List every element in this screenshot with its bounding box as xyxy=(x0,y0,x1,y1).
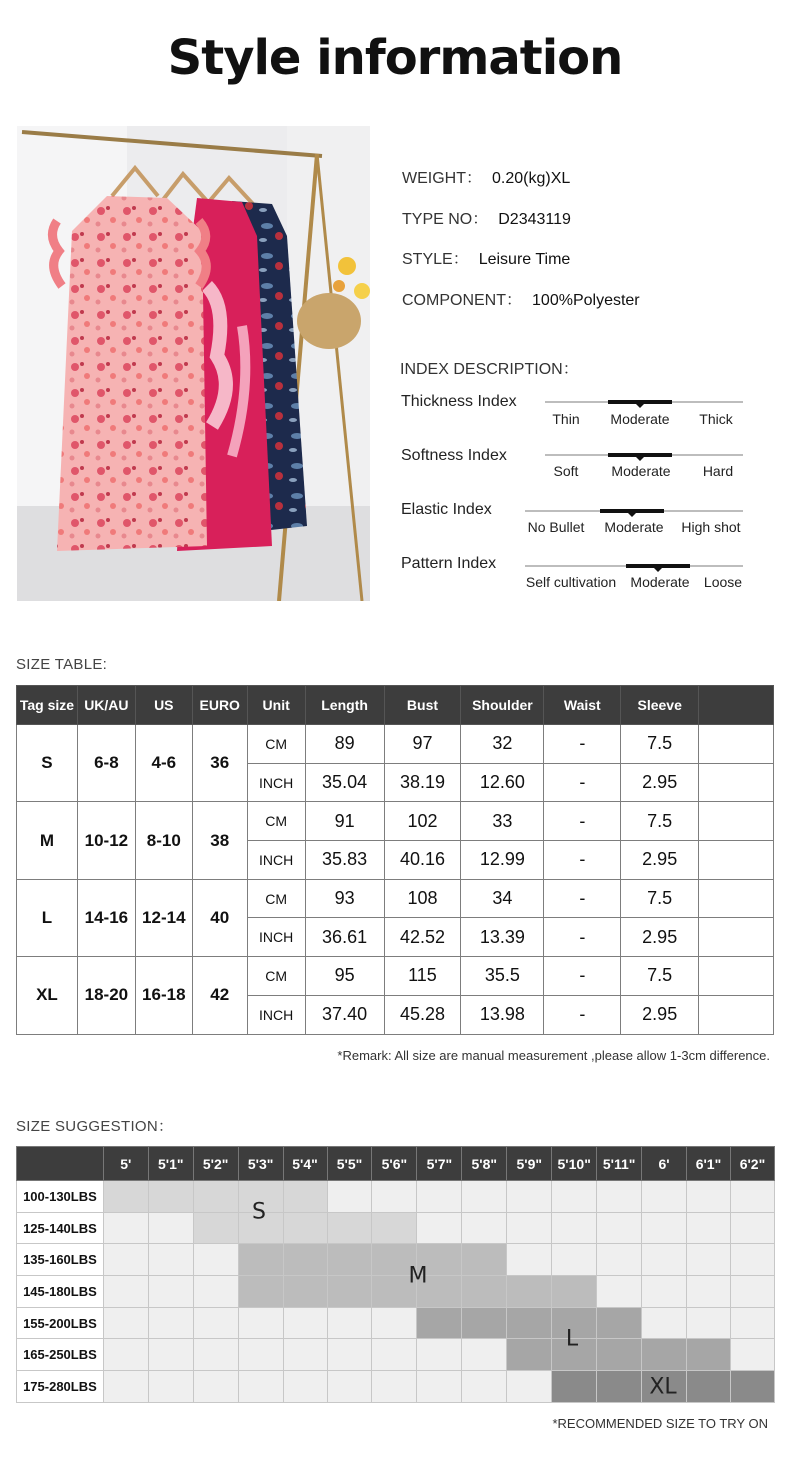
measurement-cell: 35.04 xyxy=(305,763,384,802)
uk-au-cell: 18-20 xyxy=(77,957,135,1034)
measurement-cell: 2.95 xyxy=(621,763,699,802)
header-tag-size: Tag size xyxy=(17,686,78,725)
grid-cell xyxy=(148,1371,193,1403)
grid-cell xyxy=(507,1181,552,1213)
measurement-cell: - xyxy=(544,802,621,841)
product-photo xyxy=(17,126,370,601)
grid-cell xyxy=(372,1181,417,1213)
tag-size-cell: L xyxy=(17,879,78,956)
header-sleeve: Sleeve xyxy=(621,686,699,725)
size-table-header-row xyxy=(17,686,774,725)
unit-cell: CM xyxy=(247,802,305,841)
grid-cell xyxy=(507,1244,552,1276)
header-length: Length xyxy=(305,686,384,725)
measurement-cell: - xyxy=(544,763,621,802)
grid-cell xyxy=(327,1371,372,1403)
header-bust: Bust xyxy=(384,686,461,725)
grid-cell xyxy=(507,1371,552,1403)
unit-cell: CM xyxy=(247,957,305,996)
measurement-cell: 2.95 xyxy=(621,841,699,880)
measurement-cell: 13.39 xyxy=(461,918,544,957)
grid-cell xyxy=(597,1276,642,1308)
size-cell-m xyxy=(327,1276,372,1308)
grid-cell xyxy=(148,1339,193,1371)
softness-index-pointer xyxy=(636,457,644,461)
weight-label: 175-280LBS xyxy=(17,1371,104,1403)
size-cell-m xyxy=(462,1244,507,1276)
style-label: STYLE： xyxy=(402,251,469,268)
elastic-index-pointer xyxy=(628,513,636,517)
dress-rack-illustration xyxy=(17,126,370,601)
measurement-cell: - xyxy=(544,725,621,764)
size-cell-l xyxy=(507,1307,552,1339)
grid-cell xyxy=(148,1307,193,1339)
grid-cell xyxy=(372,1307,417,1339)
grid-cell xyxy=(642,1244,687,1276)
grid-cell xyxy=(372,1371,417,1403)
softness-index-low: Soft xyxy=(553,463,579,479)
grid-cell xyxy=(417,1339,462,1371)
softness-index-label: Softness Index xyxy=(401,447,507,464)
softness-index-mid: Moderate xyxy=(611,463,671,479)
header-unit: Unit xyxy=(247,686,305,725)
measurement-cell: 12.99 xyxy=(461,841,544,880)
grid-cell xyxy=(687,1307,731,1339)
component-label: COMPONENT： xyxy=(402,292,523,309)
euro-cell: 40 xyxy=(192,879,247,956)
grid-cell xyxy=(552,1244,597,1276)
measurement-cell: 33 xyxy=(461,802,544,841)
measurement-cell: 108 xyxy=(384,879,461,918)
size-cell-s xyxy=(372,1212,417,1244)
weight-label: 135-160LBS xyxy=(17,1244,104,1276)
table-row xyxy=(17,957,774,996)
pattern-index-low: Self cultivation xyxy=(525,574,617,590)
measurement-cell xyxy=(699,918,774,957)
header-extra xyxy=(699,686,774,725)
weight-row xyxy=(17,1244,775,1276)
grid-cell xyxy=(103,1276,148,1308)
grid-cell xyxy=(687,1212,731,1244)
grid-cell xyxy=(597,1244,642,1276)
weight-value: 0.20(kg)XL xyxy=(492,170,571,187)
measurement-cell: - xyxy=(544,957,621,996)
grid-cell xyxy=(687,1276,731,1308)
grid-cell xyxy=(730,1339,774,1371)
size-cell-m xyxy=(507,1276,552,1308)
style-value: Leisure Time xyxy=(478,251,571,268)
height-header: 5'2" xyxy=(193,1147,238,1181)
grid-cell xyxy=(148,1244,193,1276)
measurement-cell: 42.52 xyxy=(384,918,461,957)
grid-cell xyxy=(103,1371,148,1403)
grid-cell xyxy=(103,1307,148,1339)
measurement-cell: 32 xyxy=(461,725,544,764)
measurement-cell: 37.40 xyxy=(305,995,384,1034)
measurement-cell: 35.83 xyxy=(305,841,384,880)
size-table xyxy=(16,685,774,1035)
grid-cell xyxy=(327,1181,372,1213)
measurement-cell xyxy=(699,957,774,996)
grid-cell xyxy=(103,1339,148,1371)
grid-cell xyxy=(552,1181,597,1213)
grid-corner xyxy=(17,1147,104,1181)
us-cell: 16-18 xyxy=(135,957,192,1034)
size-cell-m xyxy=(238,1276,283,1308)
weight-label: 145-180LBS xyxy=(17,1276,104,1308)
grid-cell xyxy=(730,1307,774,1339)
height-header: 6'2" xyxy=(730,1147,774,1181)
weight-row xyxy=(17,1276,775,1308)
softness-index-high: Hard xyxy=(702,463,734,479)
size-cell-l xyxy=(417,1307,462,1339)
measurement-cell: 40.16 xyxy=(384,841,461,880)
index-description-heading: INDEX DESCRIPTION： xyxy=(400,361,579,378)
measurement-cell: 2.95 xyxy=(621,995,699,1034)
measurement-cell: 7.5 xyxy=(621,725,699,764)
pattern-index-high: Loose xyxy=(703,574,743,590)
thickness-index-low: Thin xyxy=(552,411,580,427)
grid-cell xyxy=(597,1212,642,1244)
size-zone-m-label: M xyxy=(408,1263,428,1289)
measurement-cell: 7.5 xyxy=(621,957,699,996)
size-cell-s xyxy=(283,1181,327,1213)
thickness-index-label: Thickness Index xyxy=(401,393,517,410)
elastic-index-mid: Moderate xyxy=(604,519,664,535)
height-header: 5'9" xyxy=(507,1147,552,1181)
grid-cell xyxy=(283,1307,327,1339)
unit-cell: INCH xyxy=(247,995,305,1034)
header-us: US xyxy=(135,686,192,725)
size-cell-xl xyxy=(552,1371,597,1403)
size-cell-l xyxy=(687,1339,731,1371)
grid-cell xyxy=(238,1307,283,1339)
grid-cell xyxy=(283,1371,327,1403)
euro-cell: 36 xyxy=(192,725,247,802)
size-zone-l-label: L xyxy=(565,1326,579,1352)
grid-cell xyxy=(327,1339,372,1371)
thickness-index-high: Thick xyxy=(699,411,733,427)
height-header: 5' xyxy=(103,1147,148,1181)
weight-row xyxy=(402,165,570,188)
weight-label: 100-130LBS xyxy=(17,1181,104,1213)
size-cell-m xyxy=(552,1276,597,1308)
grid-cell xyxy=(193,1276,238,1308)
height-header: 5'8" xyxy=(462,1147,507,1181)
size-cell-xl xyxy=(597,1371,642,1403)
size-table-heading: SIZE TABLE: xyxy=(16,656,108,673)
measurement-cell: 12.60 xyxy=(461,763,544,802)
table-row xyxy=(17,879,774,918)
height-header: 6' xyxy=(642,1147,687,1181)
grid-cell xyxy=(462,1371,507,1403)
unit-cell: INCH xyxy=(247,841,305,880)
header-waist: Waist xyxy=(544,686,621,725)
thickness-index-pointer xyxy=(636,404,644,408)
measurement-cell: 36.61 xyxy=(305,918,384,957)
grid-cell xyxy=(730,1244,774,1276)
pattern-index-label: Pattern Index xyxy=(401,555,497,572)
size-cell-s xyxy=(327,1212,372,1244)
elastic-index-label: Elastic Index xyxy=(401,501,492,518)
size-cell-xl xyxy=(687,1371,731,1403)
type-no-row xyxy=(402,206,571,229)
size-cell-m xyxy=(238,1244,283,1276)
header-uk-au: UK/AU xyxy=(77,686,135,725)
component-row xyxy=(402,287,640,310)
thickness-index-mid: Moderate xyxy=(610,411,670,427)
grid-cell xyxy=(642,1307,687,1339)
weight-label: WEIGHT： xyxy=(402,170,482,187)
size-cell-xl xyxy=(730,1371,774,1403)
pattern-index-pointer xyxy=(654,568,662,572)
size-cell-l xyxy=(462,1307,507,1339)
measurement-cell: 7.5 xyxy=(621,802,699,841)
size-cell-m xyxy=(327,1244,372,1276)
height-header: 5'6" xyxy=(372,1147,417,1181)
measurement-cell xyxy=(699,802,774,841)
size-cell-l xyxy=(642,1339,687,1371)
height-header: 5'1" xyxy=(148,1147,193,1181)
grid-cell xyxy=(283,1339,327,1371)
tag-size-cell: XL xyxy=(17,957,78,1034)
size-zone-s-label: S xyxy=(252,1199,266,1225)
euro-cell: 42 xyxy=(192,957,247,1034)
height-header: 5'5" xyxy=(327,1147,372,1181)
grid-cell xyxy=(417,1181,462,1213)
measurement-remark: *Remark: All size are manual measurement ,please allow 1-3cm difference. xyxy=(337,1048,770,1063)
grid-cell xyxy=(327,1307,372,1339)
weight-row xyxy=(17,1307,775,1339)
grid-cell xyxy=(687,1244,731,1276)
measurement-cell: 102 xyxy=(384,802,461,841)
size-cell-l xyxy=(507,1339,552,1371)
measurement-cell xyxy=(699,841,774,880)
grid-cell xyxy=(193,1244,238,1276)
grid-cell xyxy=(462,1181,507,1213)
type-no-value: D2343119 xyxy=(498,211,571,228)
size-cell-l xyxy=(597,1307,642,1339)
grid-cell xyxy=(597,1181,642,1213)
grid-cell xyxy=(193,1339,238,1371)
grid-cell xyxy=(193,1371,238,1403)
size-cell-m xyxy=(462,1276,507,1308)
height-header: 5'4" xyxy=(283,1147,327,1181)
table-row xyxy=(17,802,774,841)
weight-row xyxy=(17,1212,775,1244)
grid-cell xyxy=(642,1212,687,1244)
uk-au-cell: 6-8 xyxy=(77,725,135,802)
grid-cell xyxy=(507,1212,552,1244)
grid-cell xyxy=(148,1276,193,1308)
size-suggestion-grid xyxy=(16,1146,775,1403)
grid-cell xyxy=(730,1181,774,1213)
unit-cell: CM xyxy=(247,725,305,764)
size-cell-m xyxy=(283,1244,327,1276)
unit-cell: INCH xyxy=(247,763,305,802)
grid-cell xyxy=(417,1212,462,1244)
measurement-cell: 97 xyxy=(384,725,461,764)
grid-cell xyxy=(417,1371,462,1403)
measurement-cell: 2.95 xyxy=(621,918,699,957)
grid-cell xyxy=(462,1339,507,1371)
uk-au-cell: 14-16 xyxy=(77,879,135,956)
tag-size-cell: S xyxy=(17,725,78,802)
style-row xyxy=(402,246,570,269)
size-cell-s xyxy=(193,1212,238,1244)
size-suggestion-heading: SIZE SUGGESTION： xyxy=(16,1118,174,1135)
recommended-size-note: *RECOMMENDED SIZE TO TRY ON xyxy=(552,1416,768,1431)
weight-label: 155-200LBS xyxy=(17,1307,104,1339)
grid-cell xyxy=(372,1339,417,1371)
us-cell: 4-6 xyxy=(135,725,192,802)
measurement-cell: - xyxy=(544,918,621,957)
us-cell: 12-14 xyxy=(135,879,192,956)
measurement-cell: 7.5 xyxy=(621,879,699,918)
unit-cell: INCH xyxy=(247,918,305,957)
measurement-cell: 89 xyxy=(305,725,384,764)
elastic-index-low: No Bullet xyxy=(527,519,585,535)
measurement-cell: 35.5 xyxy=(461,957,544,996)
size-cell-s xyxy=(193,1181,238,1213)
measurement-cell xyxy=(699,725,774,764)
grid-cell xyxy=(103,1212,148,1244)
component-value: 100%Polyester xyxy=(532,292,640,309)
page-title: Style information xyxy=(167,30,623,86)
weight-label: 165-250LBS xyxy=(17,1339,104,1371)
euro-cell: 38 xyxy=(192,802,247,879)
measurement-cell: - xyxy=(544,995,621,1034)
type-no-label: TYPE NO： xyxy=(402,211,489,228)
measurement-cell xyxy=(699,879,774,918)
height-header: 6'1" xyxy=(687,1147,731,1181)
size-zone-xl-label: XL xyxy=(649,1374,677,1400)
measurement-cell: 34 xyxy=(461,879,544,918)
header-shoulder: Shoulder xyxy=(461,686,544,725)
size-cell-s xyxy=(148,1181,193,1213)
size-cell-s xyxy=(103,1181,148,1213)
height-header: 5'11" xyxy=(597,1147,642,1181)
us-cell: 8-10 xyxy=(135,802,192,879)
measurement-cell: 93 xyxy=(305,879,384,918)
grid-cell xyxy=(238,1371,283,1403)
measurement-cell xyxy=(699,763,774,802)
table-row xyxy=(17,725,774,764)
height-header: 5'7" xyxy=(417,1147,462,1181)
elastic-index-high: High shot xyxy=(681,519,741,535)
grid-cell xyxy=(148,1212,193,1244)
grid-cell xyxy=(642,1276,687,1308)
grid-cell xyxy=(103,1244,148,1276)
weight-row xyxy=(17,1181,775,1213)
measurement-cell: - xyxy=(544,879,621,918)
measurement-cell: 95 xyxy=(305,957,384,996)
height-header: 5'10" xyxy=(552,1147,597,1181)
grid-cell xyxy=(193,1307,238,1339)
measurement-cell: - xyxy=(544,841,621,880)
grid-cell xyxy=(238,1339,283,1371)
measurement-cell: 13.98 xyxy=(461,995,544,1034)
unit-cell: CM xyxy=(247,879,305,918)
header-euro: EURO xyxy=(192,686,247,725)
height-header-row xyxy=(17,1147,775,1181)
tag-size-cell: M xyxy=(17,802,78,879)
grid-cell xyxy=(730,1212,774,1244)
size-cell-s xyxy=(283,1212,327,1244)
measurement-cell: 45.28 xyxy=(384,995,461,1034)
measurement-cell: 115 xyxy=(384,957,461,996)
measurement-cell xyxy=(699,995,774,1034)
grid-cell xyxy=(552,1212,597,1244)
uk-au-cell: 10-12 xyxy=(77,802,135,879)
height-header: 5'3" xyxy=(238,1147,283,1181)
grid-cell xyxy=(730,1276,774,1308)
pattern-index-mid: Moderate xyxy=(630,574,690,590)
grid-cell xyxy=(687,1181,731,1213)
grid-cell xyxy=(642,1181,687,1213)
weight-row xyxy=(17,1339,775,1371)
size-cell-m xyxy=(283,1276,327,1308)
grid-cell xyxy=(462,1212,507,1244)
measurement-cell: 38.19 xyxy=(384,763,461,802)
weight-label: 125-140LBS xyxy=(17,1212,104,1244)
size-cell-l xyxy=(597,1339,642,1371)
measurement-cell: 91 xyxy=(305,802,384,841)
